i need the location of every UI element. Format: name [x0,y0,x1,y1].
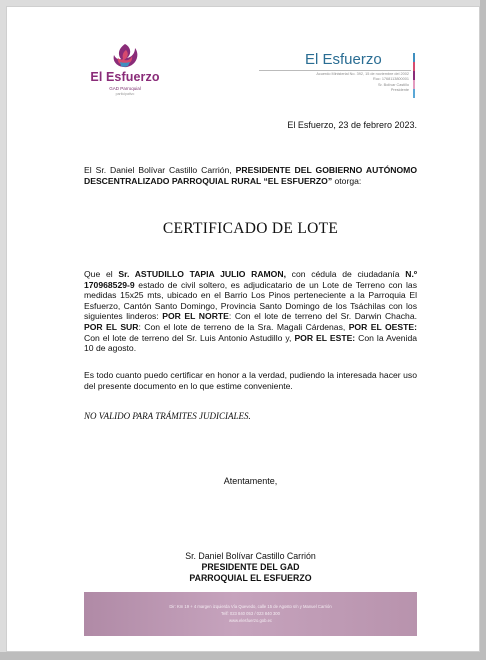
letterhead-block [259,51,419,101]
intro-tail: otorga: [332,175,362,186]
intro-text: El Sr. Daniel Bolívar Castillo Carrión, [84,165,236,175]
boundary-south: POR EL SUR [84,321,139,332]
letterhead-info [259,72,409,94]
color-bar [413,80,415,89]
color-bar [413,62,415,71]
boundary-west: POR EL OESTE: [348,321,417,332]
intro-paragraph [84,165,417,186]
color-bar [413,71,415,80]
document-page [6,6,480,652]
gad-logo [85,41,165,101]
intro-bold: PRESIDENTE DEL GOBIERNO AUTÓNOMO DESCENTRALIZADO PARROQUIAL RURAL “EL ESFUERZO” [84,165,418,186]
body-text: con cédula de ciudadanía [285,269,406,279]
left-logo-brand: El Esfuerzo [90,70,160,84]
left-logo-subtitle-2: participativo [115,92,135,96]
body-text: Con el lote de terreno del Sr. Luis Antonio Astudillo y, [84,332,295,343]
letterhead-info-line: Ruc: 1768113800001 [372,77,409,82]
footer-phone: Telf: 023 840 053 / 023 840 300 [221,611,280,616]
right-logo-brand: El Esfuerzo [305,51,382,68]
page-shadow-bottom [0,652,486,660]
boundary-north: POR EL NORTE [162,311,229,322]
boundary-east: POR EL ESTE: [294,332,356,343]
body-text: : Con el lote de terreno de la Sra. Magali Cárdenas, [138,321,349,332]
color-bar [413,89,415,98]
footer-band [84,592,417,636]
letterhead-info-line: Acuerdo Ministerial No. 392, 15 de noviembre del 2002 [316,72,409,76]
footer-website: www.elesfuerzo.gob.ec [228,618,273,623]
color-bars [413,53,415,99]
body-text: : Con el lote de terreno del Sr. Darwin Chacha. [228,311,417,322]
document-title: CERTIFICADO DE LOTE [162,220,339,237]
disclaimer: NO VALIDO PARA TRÁMITES JUDICIALES. [84,411,251,421]
footer-address: Dir: Km 19 + 4 margen izquierda Vía Quevedo, calle 15 de Agosto s/n y Manuel Carrión [169,604,332,609]
closing-paragraph: Es todo cuanto puedo certificar en honor a la verdad, pudiendo la interesada hacer uso del presente documento en lo que estime conveniente. [84,370,417,391]
page-shadow-right [480,0,486,660]
signer-institution: PARROQUIAL EL ESFUERZO [189,573,312,583]
signer-role: PRESIDENTE DEL GAD [201,562,300,572]
body-text: Que el [84,269,119,279]
document-date: El Esfuerzo, 23 de febrero 2023. [287,120,417,130]
certificate-body [84,269,417,354]
flame-emblem-icon [107,41,143,69]
body-text: estado de civil soltero, es adjudicatario de un Lote de Terreno con las medidas 15x25 mts, ubicado en el Barrio Los Pinos perteneciente a la Parroquia El Esfuerzo, Cantón Santo Domingo, Provincia Santo Domingo de los Tsáchilas con los siguientes linderos: [84,279,417,322]
letterhead-info-line: Presidente [390,88,409,93]
signer-name: Sr. Daniel Bolívar Castillo Carrión [185,551,316,561]
left-logo-subtitle: GAD Parroquial [109,86,141,91]
id-number: N.º 170968529-9 [84,269,417,290]
letterhead-info-line: Sr. Bolívar Castillo [377,82,409,87]
color-bar [413,53,415,62]
body-text: Con la Avenida 10 de agosto. [84,332,418,354]
letterhead-divider [259,70,411,71]
farewell: Atentamente, [223,476,278,486]
beneficiary-name: Sr. ASTUDILLO TAPIA JULIO RAMON, [118,269,286,279]
